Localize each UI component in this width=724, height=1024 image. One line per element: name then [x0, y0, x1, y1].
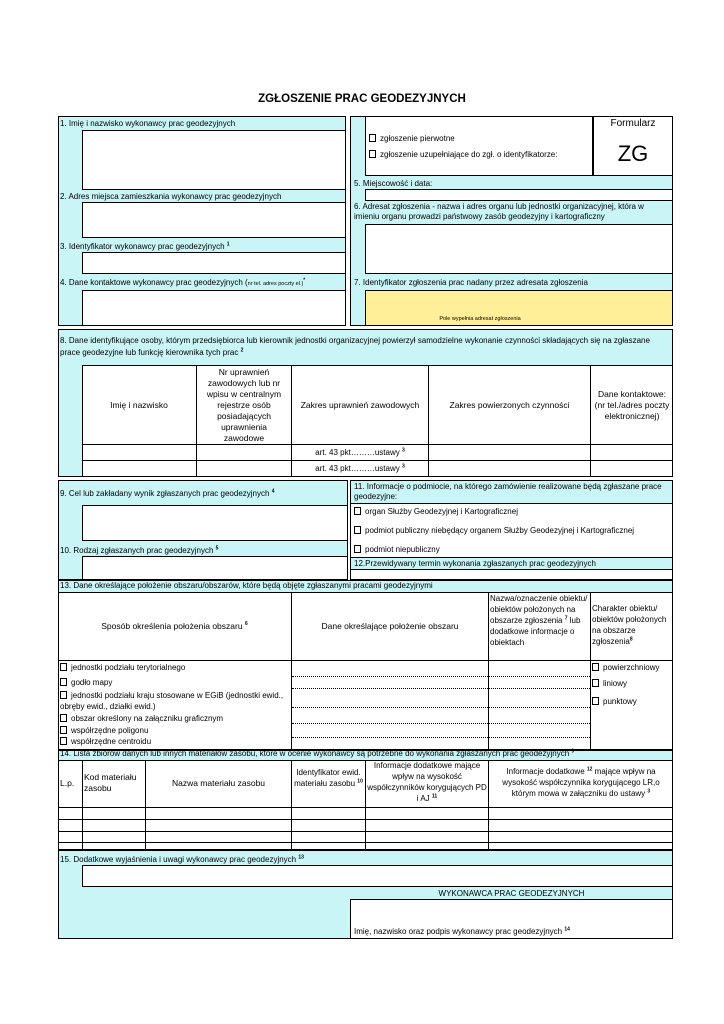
address-field[interactable]	[82, 202, 346, 238]
area-header-method: Sposób określenia położenia obszaru $^6$	[101, 621, 248, 631]
checkbox-icon	[592, 663, 599, 671]
type-option-original[interactable]: zgłoszenie pierwotne	[369, 134, 455, 144]
checkbox-icon	[60, 737, 67, 745]
s8-label: 8. Dane identyfikujące osoby, którym przedsiębiorca lub kierownik jednostki organizacyjnej powierzył samodzielne wykonanie czynności składających się na zgłaszane prace geodezyjne lub funkcję kierownika tych prac $^2$	[60, 336, 650, 357]
area-header-objects: Nazwa/oznaczenie obiektu/ obiektów położonych na obszarze zgłoszenia $^7$ lub dodatkowe informacje o obiektach	[490, 594, 588, 647]
persons-header-name: Imię i nazwisko	[110, 399, 168, 410]
signature-label: Imię, nazwisko oraz podpis wykonawcy prac geodezyjnych $^{14}$	[354, 926, 570, 936]
s9-label: 9. Cel lub zakładany wynik zgłaszanych prac geodezyjnych $^4$	[60, 488, 275, 498]
character-option-area[interactable]: powierzchniowy	[592, 663, 659, 673]
s10-label: 10. Rodzaj zgłaszanych prac geodezyjnych $^5$	[60, 545, 219, 555]
checkbox-icon	[369, 150, 376, 158]
persons-header-license: Nr uprawnień zawodowych lub nr wpisu w centralnym rejestrze osób posiadających uprawnienia zawodowe	[206, 366, 282, 443]
s12-label: 12.Przewidywany termin wykonania zgłaszanych prac geodezyjnych	[354, 559, 596, 568]
page-title: ZGŁOSZENIE PRAC GEODEZYJNYCH	[258, 93, 466, 105]
form-label: Formularz	[610, 118, 656, 129]
name-field[interactable]	[82, 130, 346, 190]
notice-id-note: Pole wypełnia adresat zgłoszenia	[439, 316, 521, 322]
materials-header-lp: L.p.	[60, 778, 75, 788]
s2-label: 2. Adres miejsca zamieszkania wykonawcy prac geodezyjnych	[60, 192, 282, 201]
s1-label: 1. Imię i nazwisko wykonawcy prac geodezyjnych	[60, 119, 236, 128]
s14-label: 14. Lista zbiorów danych lub innych materiałów zasobu, które w ocenie wykonawcy są potrzebne do wykonania zgłaszanych prac geodezyjnych $^9$	[60, 748, 575, 758]
checkbox-icon	[60, 691, 67, 699]
method-option-polygon[interactable]: współrzędne poligonu	[60, 726, 148, 736]
checkbox-icon	[60, 678, 67, 686]
persons-header-contact: Dane kontaktowe: (nr tel./adres poczty elektronicznej)	[594, 388, 670, 421]
s4-label: 4. Dane kontaktowe wykonawcy prac geodezyjnych (nr tel. adres poczty el.)*	[60, 277, 306, 287]
s15-label: 15. Dodatkowe wyjaśnienia i uwagi wykonawcy prac geodezyjnych $^{13}$	[60, 854, 304, 864]
checkbox-icon	[354, 526, 361, 534]
deadline-field[interactable]	[350, 569, 673, 580]
method-option-territorial[interactable]: jednostki podziału terytorialnego	[60, 663, 185, 673]
checkbox-icon	[354, 545, 361, 553]
recipient-field[interactable]	[365, 224, 673, 274]
method-option-egib[interactable]: jednostki podziału kraju stosowane w EGiB (jednostki ewid., obręby ewid., działki ewid.)	[60, 691, 284, 711]
client-option-organ[interactable]: organ Służby Geodezyjnej i Kartograficznej	[354, 507, 518, 517]
checkbox-icon	[60, 726, 67, 734]
checkbox-icon	[592, 679, 599, 687]
persons-header-scope: Zakres uprawnień zawodowych	[300, 399, 420, 410]
contact-field[interactable]	[82, 290, 346, 326]
place-date-field[interactable]	[365, 189, 673, 201]
s5-label: 5. Miejscowość i data:	[354, 179, 433, 188]
s7-label: 7. Identyfikator zgłoszenia prac nadany przez adresata zgłoszenia	[354, 278, 588, 287]
checkbox-icon	[369, 134, 376, 142]
persons-header-tasks: Zakres powierzonych czynności	[449, 399, 570, 410]
method-option-map-sheet[interactable]: godło mapy	[60, 678, 112, 688]
materials-header-id: Identyfikator ewid. materiału zasobu $^{10}$	[294, 768, 363, 788]
s3-label: 3. Identyfikator wykonawcy prac geodezyjnych $^1$	[60, 241, 230, 251]
s11-label: 11. Informacje o podmiocie, na którego zamówienie realizowane będą zgłaszane prace geodezyjne:	[354, 482, 662, 501]
art-43-row-2: art. 43 pkt………ustawy $^3$	[315, 463, 405, 473]
materials-header-info-pd-aj: Informacje dodatkowe mające wpływ na wysokość współczynników korygujących PD i AJ $^{11}$	[367, 761, 487, 803]
signature-header: WYKONAWCA PRAC GEODEZYJNYCH	[438, 889, 585, 898]
notice-type-box	[365, 116, 593, 176]
purpose-field[interactable]	[82, 505, 348, 541]
materials-header-name: Nazwa materiału zasobu	[171, 778, 266, 788]
remarks-field[interactable]	[82, 865, 673, 887]
client-option-public[interactable]: podmiot publiczny niebędący organem Służby Geodezyjnej i Kartograficznej	[354, 526, 634, 536]
checkbox-icon	[60, 663, 67, 671]
character-option-point[interactable]: punktowy	[592, 697, 637, 707]
s6-label: 6. Adresat zgłoszenia - nazwa i adres organu lub jednostki organizacyjnej, która w imieniu organu prowadzi państwowy zasób geodezyjny i kartograficzny	[354, 202, 644, 221]
client-option-private[interactable]: podmiot niepubliczny	[354, 545, 440, 555]
checkbox-icon	[592, 697, 599, 705]
type-option-supplementary[interactable]: zgłoszenie uzupełniające do zgł. o identyfikatorze:	[369, 150, 557, 160]
character-option-linear[interactable]: liniowy	[592, 679, 627, 689]
materials-header-code: Kod materiału zasobu	[84, 772, 137, 793]
contractor-id-field[interactable]	[82, 252, 346, 274]
materials-header-info-lr: Informacje dodatkowe $^{12}$ mające wpływ na wysokość współczynnika korygującego LR,o którym mowa w załączniku do ustawy $^3$	[502, 766, 660, 798]
area-header-character: Charakter obiektu/ obiektów położonych na obszarze zgłoszenia$^8$	[592, 604, 667, 646]
checkbox-icon	[60, 714, 67, 722]
area-header-data: Dane określające położenie obszaru	[321, 621, 459, 631]
art-43-row-1: art. 43 pkt………ustawy $^3$	[315, 447, 405, 457]
checkbox-icon	[354, 507, 361, 515]
work-type-field[interactable]	[82, 556, 348, 580]
method-option-graphic[interactable]: obszar określony na załączniku graficznym	[60, 714, 223, 724]
method-option-centroid[interactable]: współrzędne centroidu	[60, 737, 151, 747]
form-code: ZG	[617, 141, 649, 166]
s13-label: 13. Dane określające położenie obszaru/obszarów, które będą objęte zgłaszanymi pracami geodezyjnymi	[60, 581, 433, 590]
